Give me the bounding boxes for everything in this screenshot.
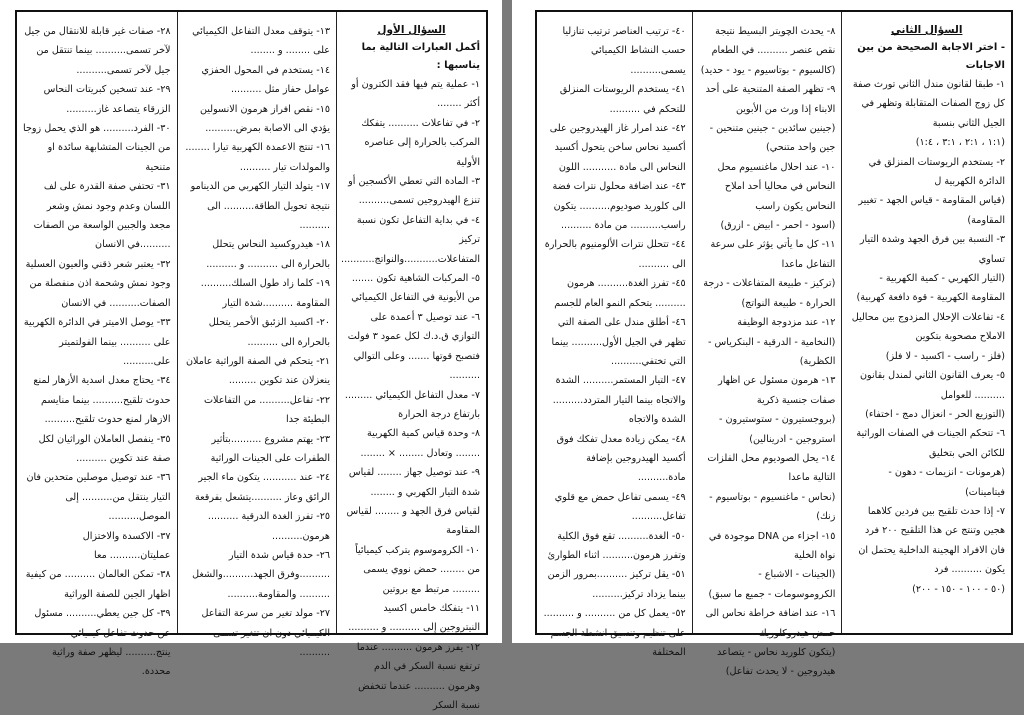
question-item: ٤٤- تتحلل نترات الألومنيوم بالحرارة الى .......... — [544, 239, 686, 270]
question-item: ٢٧- مولد تغير من سرعة التفاعل الكيميائي دون ان تتغير تسمى .......... — [201, 608, 330, 658]
question-item: ٥٢- يعمل كل من .......... و .......... على تنظيم وتنسيق انشطة الجسم المختلفة — [543, 608, 686, 658]
question-item: ١- طبقا لقانون مندل الثاني تورث صفة كل زوج الصفات المتقابلة وتظهر في الجيل الثاني بنسبة — [852, 79, 1005, 129]
question-item: ٢٢- تفاعل.......... من التفاعلات البطيئة جدا — [203, 394, 330, 426]
question-item: (١:١ ، ٢:١ ، ٣:١ ، ١:٤) — [915, 137, 1005, 149]
question-item: ١٤- يحل الصوديوم محل الفلزات التالية ماعدا — [707, 452, 836, 484]
right-page-frame — [535, 10, 1013, 678]
question-item: ٧- إذا حدث تلقيح بين فردين كلاهما هجين وتنتج عن هذا التلقيح ٢٠٠ فرد فان الافراد الهجينة الداخلية يحتمل ان يكون .......... فرد — [858, 505, 1005, 576]
question-item: (يتكون كلوريد نحاس - يتصاعد هيدروجين - لا يحدث تفاعل) — [716, 647, 836, 678]
right-page — [512, 0, 1024, 678]
question-item: ٤٧- التيار المستمر.......... الشدة والاتجاه بينما التيار المتردد.......... الشدة والاتجاه — [552, 375, 686, 426]
question-item: ٥١- يقل تركيز ..........بمرور الزمن بينما يزداد تركيز.......... — [547, 569, 686, 600]
question-item: ٣- المادة التي تعطي الأكسجين أو تنزع الهيدروجين تسمى.......... — [348, 176, 480, 207]
question-instruction: أكمل العبارات التالية بما يناسبها : — [361, 42, 480, 71]
question-item: ٣٨- تمكن العالمان .......... من كيفية اظهار الجين للصفة الوراثية — [25, 569, 171, 600]
question-item: ١٢- عند مزدوجة الوظيفة — [737, 317, 836, 329]
question-item: ٨- يحدث الچويتر البسيط نتيجة نقص عنصر .......... في الطعام — [711, 26, 836, 57]
question-item: ٥- المركبات الشاهية تكون ....... من الأيونية في التفاعل الكيميائي — [351, 273, 480, 304]
question-item: ٤٦- أطلق مندل على الصفة التي تظهر في الجيل الأول.......... بينما التي تختفي.......... — [551, 317, 686, 367]
question-item: ٣٦- عند توصيل موصلين متحدين فان التيار ينتقل من.......... إلى الموصل.......... — [26, 472, 171, 523]
question-item: ٤٠- ترتيب العناصر ترتيب تنازليا حسب النشاط الكيميائي يسمى.......... — [562, 26, 686, 76]
question-item: (كالسيوم - بوتاسيوم - يود - حديد) — [700, 64, 836, 76]
question-item: ١٢- يفرز هرمون .......... عندما ترتفع نسبة السكر في الدم وهرمون .......... عندما تنخفض نسبة السكر — [356, 641, 480, 711]
question-item: ٢٩- عند تسخين كبريتات النحاس الزرقاء يتصاعد غاز.......... — [43, 84, 171, 115]
question-item: ١٧- يتولد التيار الكهربي من الدينامو نتيجة تحويل الطاقة.......... الى .......... — [190, 181, 330, 232]
question-item: ٢- في تفاعلات .......... يتفكك المركب بالحرارة إلى عناصره الأولية — [361, 117, 480, 168]
question-item: (٥٠ - ١٠٠ - ١٥٠ - ٢٠٠) — [912, 583, 1005, 595]
question-item: ٥- يعرف القانون الثاني لمندل بقانون .......... للعوامل — [859, 370, 1005, 401]
question-item: ١٨- هيدروكسيد النحاس يتحلل بالحرارة الى .......... و .......... — [206, 239, 330, 270]
question-item: ٩- عند توصيل جهاز ........ لقياس شدة التيار الكهربي و ........ لقياس فرق الجهد و ........ لقياس المقاومة — [346, 467, 480, 537]
question-item: ٢٦- حدة قياس شدة التيار ..........وفرق الجهد..........والشغل .......... والمقاومة.......... — [192, 549, 330, 600]
left-page — [0, 0, 502, 711]
question-item: ٢٥- تفرز الغدة الدرقية .......... هرمون.......... — [207, 511, 330, 542]
question-column — [177, 12, 337, 658]
question-item: (بروجستيرون - ستوستيرون - استروجين - ادرينالين) — [719, 414, 836, 445]
question-item: ٢١- يتحكم في الصفة الوراثية عاملان ينعزلان عند تكوين ......... — [185, 355, 330, 387]
question-item: ٩- تظهر الصفة المتنحية على أحد الابناء إذا ورث من الأبوين — [705, 84, 836, 115]
question-item: ٣٢- يعتبر شعر ذقني والعيون العسلية وجود نمش وشحمة اذن منفصلة من الصفات.......... في الانسان — [25, 258, 171, 309]
question-item: (النخامية - الدرقية - البنكرياس - الكظرية) — [708, 336, 836, 367]
question-column — [17, 12, 177, 678]
question-column — [537, 12, 692, 658]
question-item: ٤٢- عند امرار غاز الهيدروجين على أكسيد نحاس ساخن يتحول أكسيد النحاس الى مادة ........... اللون — [549, 123, 686, 173]
question-item: (هرمونات - انزيمات - دهون - فيتامينات) — [888, 467, 1005, 498]
left-columns — [17, 12, 486, 711]
question-item: (الجينات - الاشباع - الكروموسومات - جميع ما سبق) — [708, 569, 836, 600]
question-item: (فلز - راسب - اكسيد - لا فلز) — [885, 350, 1005, 362]
question-item: ٣٥- ينفصل العاملان الوراثيان لكل صفة عند تكوين .......... — [38, 433, 171, 464]
question-item: (التوزيع الحر - انعزال دمج - اختفاء) — [865, 408, 1005, 420]
question-item: ١٠- الكروموسوم يتركب كيميائياً من ........ حمض نووي يسمى ......... مرتبط مع بروتين — [355, 544, 480, 595]
question-item: ٨- وحدة قياس كمية الكهربية ........ وتعادل ........ × ........ — [360, 428, 480, 459]
question-item: ٣٧- الاكسدة والاختزال عمليتان.......... معا — [82, 530, 171, 561]
question-column — [692, 12, 842, 678]
question-item: ١٦- عند اضافة خراطة نحاس الى حمض هيدروكلوريك — [705, 608, 836, 639]
question-item: ١٥- اجزاء من DNA موجودة في نواة الخلية — [708, 530, 836, 561]
question-item: ٢٠- اكسيد الزئبق الأحمر يتحلل بالحرارة الى .......... — [208, 317, 330, 348]
question-item: ٤- تفاعلات الإحلال المزدوج بين محاليل الاملاح مصحوبة بتكوين — [851, 311, 1005, 343]
question-item: ٢٣- يهتم مشروع ..........بتأثير الطفرات على الجينات الوراثية — [210, 433, 330, 464]
question-item: ٤٣- عند اضافة محلول نترات فضة الى كلوريد صوديوم.......... يتكون راسب.......... من مادة .......... — [552, 181, 686, 232]
question-heading: السؤال الأول — [377, 24, 446, 36]
question-item: ١١- يتفكك خامس اكسيد النيتروجين إلى .......... و .......... — [348, 602, 480, 634]
right-columns — [537, 12, 1011, 678]
question-instruction: - اختر الاجابة الصحيحة من بين الاجابات — [857, 42, 1005, 71]
question-item: (جينين سائدين - جينين متنحين - جين واحد متنحي) — [709, 123, 836, 154]
question-item: ٣١- تحتفي صفة القدرة على لف اللسان وعدم وجود نمش وشعر مجعد والجبين الواسعة من الصفات ..........في الانسان — [33, 181, 171, 251]
question-item: ٤- في بداية التفاعل تكون نسبة تركيز المتفاعلات...........والنواتج........... — [341, 214, 480, 265]
question-item: ٢٤- عند ........... يتكون ماء الجير الرائق وعاز ..........يتشعل بفرقعة — [195, 472, 330, 503]
left-page-frame — [15, 10, 488, 711]
question-item: ٣٣- يوصل الاميتر في الدائرة الكهربية على .......... بينما الفولتميتر على.......... — [23, 317, 171, 367]
question-item: ٦- تتحكم الجينات في الصفات الوراثية للكائن الحي بتخليق — [856, 428, 1005, 459]
question-item: (التيار الكهربي - كمية الكهربية - المقاومة الكهربية - قوة دافعة كهربية) — [856, 273, 1005, 304]
question-item: ٣٠- الفرد.......... هو الذي يحمل زوجا من الجينات المتشابهة سائدة او متنحية — [23, 123, 171, 173]
question-item: ١٩- كلما زاد طول السلك.......... المقاومة ..........شدة التيار — [200, 278, 330, 309]
question-item: ١٠- عند احلال ماغنسيوم محل النحاس في محاليا أحد املاح النحاس يكون راسب — [717, 161, 836, 212]
question-item: ٤٨- يمكن زيادة معدل تفكك فوق أكسيد الهيدروجين بإضافة مادة.......... — [556, 433, 686, 484]
question-heading: السؤال الثاني — [890, 24, 963, 36]
question-column — [841, 12, 1011, 633]
question-item: ٤٥- تفرز الغدة.......... هرمون .......... يتحكم النمو العام للجسم — [554, 278, 686, 309]
question-item: ٤٩- يسمى تفاعل حمض مع قلوي تفاعل.......... — [554, 491, 686, 523]
question-item: ٣٩- كل جين يعطي.......... مسئول عن حدوث تفاعل كيميائي ينتج.......... ليظهر صفة وراثية محددة. — [34, 608, 171, 678]
question-item: ٣- النسبة بين فرق الجهد وشدة التيار تساوي — [859, 234, 1005, 265]
question-column — [336, 12, 486, 711]
question-item: ٦- عند توصيل ٣ أعمدة على التوازي ق.د.ك لكل عمود ٣ فولت فتصبح قوتها ....... وعلى التوالي .......... — [347, 311, 480, 382]
question-item: (تركيز - طبيعة المتفاعلات - درجة الحرارة - طبيعة النواتج) — [703, 278, 836, 309]
question-item: ١٣- يتوقف معدل التفاعل الكيميائي على ........ و ........ — [192, 26, 330, 57]
question-item: ٧- معدل التفاعل الكيميائي ......... بارتفاع درجة الحرارة — [344, 389, 480, 420]
question-item: ١٦- تنتج الاعمدة الكهربية تيارا ........ والمولدات تيار .......... — [185, 142, 330, 173]
question-item: ١- عملية يتم فيها فقد الكترون أو أكثر ........ — [351, 79, 480, 110]
question-item: (قياس المقاومة - قياس الجهد - تغيير المقاومة) — [858, 195, 1005, 226]
question-item: ١٣- هرمون مسئول عن اظهار صفات جنسية ذكرية — [718, 375, 836, 406]
question-item: ٢- يستخدم الريوستات المنزلق في الدائرة الكهربية ل — [868, 156, 1005, 188]
question-item: ١١- كل ما يأتي يؤثر على سرعة التفاعل ماعدا — [710, 239, 836, 270]
question-item: ١٥- نقص افراز هرمون الانسولين يؤدي الى الاصابة بمرض.......... — [199, 103, 330, 135]
question-item: ٢٨- صفات غير قابلة للانتقال من جيل لآخر تسمى.......... بينما تنتقل من جيل لآخر تسمى.......... — [24, 26, 171, 76]
question-item: ١٤- يستخدم في المحول الحفزي عوامل حفاز مثل .......... — [201, 64, 330, 96]
question-item: (نحاس - ماغنسيوم - بوتاسيوم - زنك) — [709, 491, 836, 523]
question-item: ٣٤- يحتاج معدل اسدية الأزهار لمنع حدوث تلقيح.......... بينما منايسم الازهار لمنع حدوث تلقيح.......... — [33, 375, 171, 426]
question-item: ٥٠- الغدة.......... تقع فوق الكلية وتفرز هرمون.......... اثناء الطوارئ — [547, 530, 686, 561]
question-item: ٤١- يستخدم الريوستات المنزلق للتحكم في .......... — [559, 84, 686, 115]
question-item: (اسود - احمر - ابيض - ازرق) — [720, 220, 836, 232]
